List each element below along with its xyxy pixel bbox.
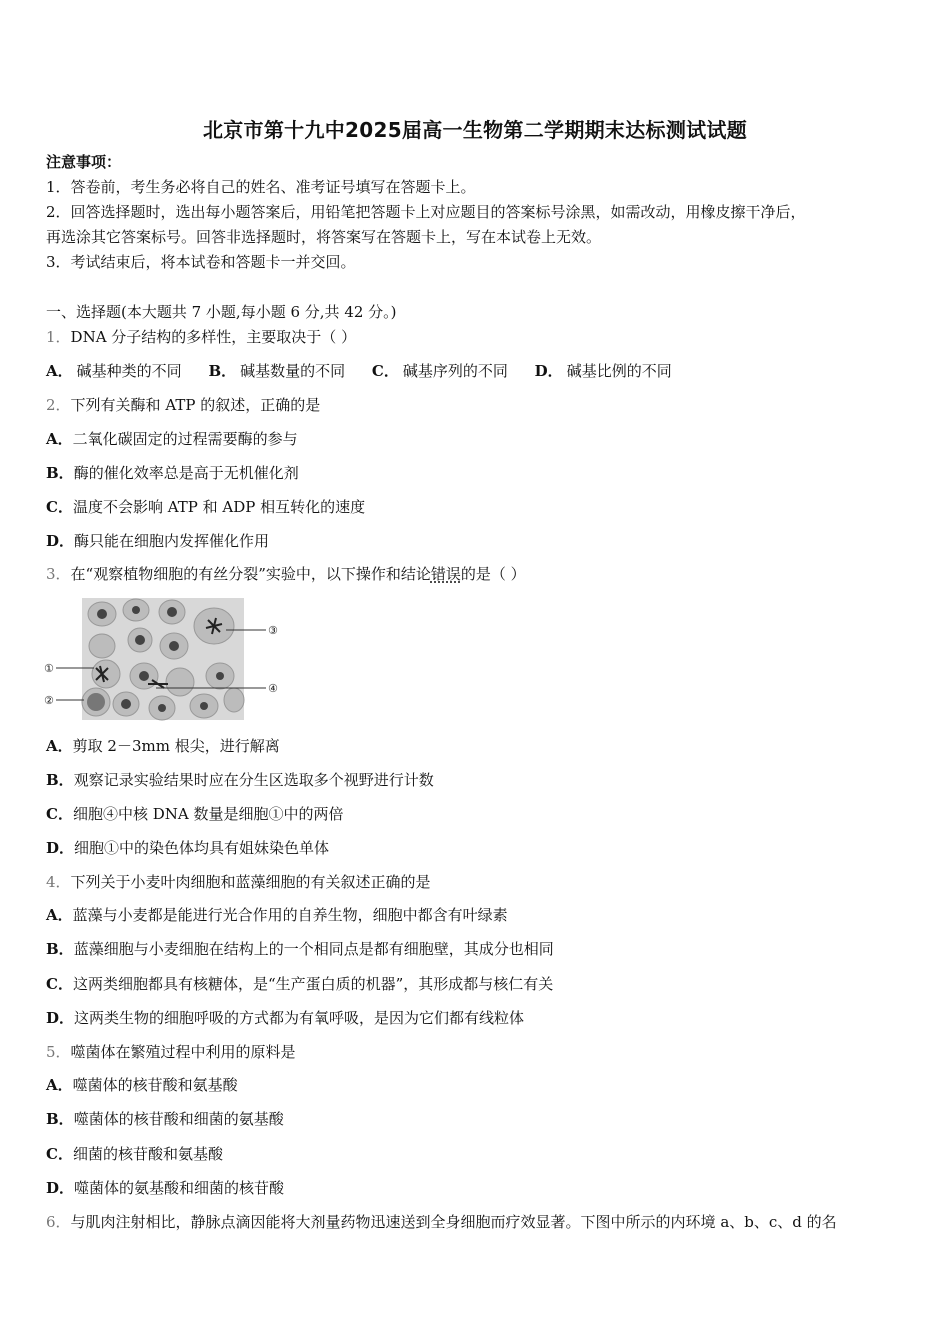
question-3-option-d: D．细胞①中的染色体均具有姐妹染色单体 bbox=[46, 839, 330, 857]
question-text: 噬菌体在繁殖过程中利用的原料是 bbox=[70, 1043, 296, 1061]
question-2-option-c: C．温度不会影响 ATP 和 ADP 相互转化的速度 bbox=[46, 498, 366, 516]
emphasis-wrong: 错误 bbox=[430, 565, 461, 583]
question-4-option-a: A．蓝藻与小麦都是能进行光合作用的自养生物，细胞中都含有叶绿素 bbox=[46, 906, 508, 924]
question-2-option-d: D．酶只能在细胞内发挥催化作用 bbox=[46, 532, 270, 550]
micrograph-figure bbox=[44, 596, 284, 722]
question-3-option-c: C．细胞④中核 DNA 数量是细胞①中的两倍 bbox=[46, 805, 344, 823]
figure-label-2: ② bbox=[44, 694, 54, 707]
question-text: 与肌肉注射相比，静脉点滴因能将大剂量药物迅速送到全身细胞而疗效显著。下图中所示的内环境 a、b、c、d 的名 bbox=[70, 1213, 837, 1231]
page-title: 北京市第十九中2025届高一生物第二学期期末达标测试试题 bbox=[202, 118, 748, 142]
question-4-option-d: D．这两类生物的细胞呼吸的方式都为有氧呼吸，是因为它们都有线粒体 bbox=[46, 1009, 525, 1027]
question-number: 4． bbox=[46, 873, 71, 891]
option-a: A． 碱基种类的不同 bbox=[46, 362, 182, 380]
option-c: C． 碱基序列的不同 bbox=[371, 362, 508, 380]
section-header: 一、选择题(本大题共 7 小题,每小题 6 分,共 42 分。) bbox=[46, 303, 397, 321]
notice-heading: 注意事项： bbox=[46, 153, 122, 171]
figure-label-1: ① bbox=[44, 662, 54, 675]
option-d: D． 碱基比例的不同 bbox=[534, 362, 672, 380]
question-5-option-b: B．噬菌体的核苷酸和细菌的氨基酸 bbox=[46, 1110, 284, 1128]
question-5-option-a: A．噬菌体的核苷酸和氨基酸 bbox=[46, 1076, 238, 1094]
question-text: 下列有关酶和 ATP 的叙述，正确的是 bbox=[70, 396, 321, 414]
question-number: 1． bbox=[46, 328, 71, 346]
option-b: B． 碱基数量的不同 bbox=[208, 362, 346, 380]
question-3-option-b: B．观察记录实验结果时应在分生区选取多个视野进行计数 bbox=[46, 771, 434, 789]
question-2-option-a: A．二氧化碳固定的过程需要酶的参与 bbox=[46, 430, 298, 448]
figure-label-4: ④ bbox=[268, 682, 278, 695]
question-4-option-c: C．这两类细胞都具有核糖体，是“生产蛋白质的机器”，其形成都与核仁有关 bbox=[46, 975, 554, 993]
notice-item-2-cont: 再选涂其它答案标号。回答非选择题时，将答案写在答题卡上，写在本试卷上无效。 bbox=[46, 228, 602, 246]
question-5-option-c: C．细菌的核苷酸和氨基酸 bbox=[46, 1145, 223, 1163]
question-1-stem bbox=[46, 327, 356, 347]
question-3-stem: 3．在“观察植物细胞的有丝分裂”实验中，以下操作和结论错误的是（ ） bbox=[46, 565, 526, 583]
question-number: 6． bbox=[46, 1213, 71, 1231]
question-number: 2． bbox=[46, 396, 71, 414]
question-number: 5． bbox=[46, 1043, 71, 1061]
question-2-option-b: B．酶的催化效率总是高于无机催化剂 bbox=[46, 464, 299, 482]
question-4-stem bbox=[46, 872, 431, 892]
question-1-options bbox=[46, 361, 694, 381]
notice-item-2: 2．回答选择题时，选出每小题答案后，用铅笔把答题卡上对应题目的答案标号涂黑，如需改动，用橡皮擦干净后， bbox=[46, 203, 806, 221]
notice-item-3: 3．考试结束后，将本试卷和答题卡一并交回。 bbox=[46, 253, 356, 271]
question-4-option-b: B．蓝藻细胞与小麦细胞在结构上的一个相同点是都有细胞壁，其成分也相同 bbox=[46, 940, 554, 958]
question-5-option-d: D．噬菌体的氨基酸和细菌的核苷酸 bbox=[46, 1179, 285, 1197]
question-2-stem bbox=[46, 395, 320, 415]
question-6-stem bbox=[46, 1212, 837, 1232]
question-3-option-a: A．剪取 2－3mm 根尖，进行解离 bbox=[46, 737, 280, 755]
question-5-stem bbox=[46, 1042, 296, 1062]
question-number: 3． bbox=[46, 565, 71, 583]
question-text: DNA 分子结构的多样性，主要取决于（ ） bbox=[70, 328, 357, 346]
notice-item-1: 1．答卷前，考生务必将自己的姓名、准考证号填写在答题卡上。 bbox=[46, 178, 476, 196]
figure-label-3: ③ bbox=[268, 624, 278, 637]
question-text: 下列关于小麦叶肉细胞和蓝藻细胞的有关叙述正确的是 bbox=[70, 873, 431, 891]
